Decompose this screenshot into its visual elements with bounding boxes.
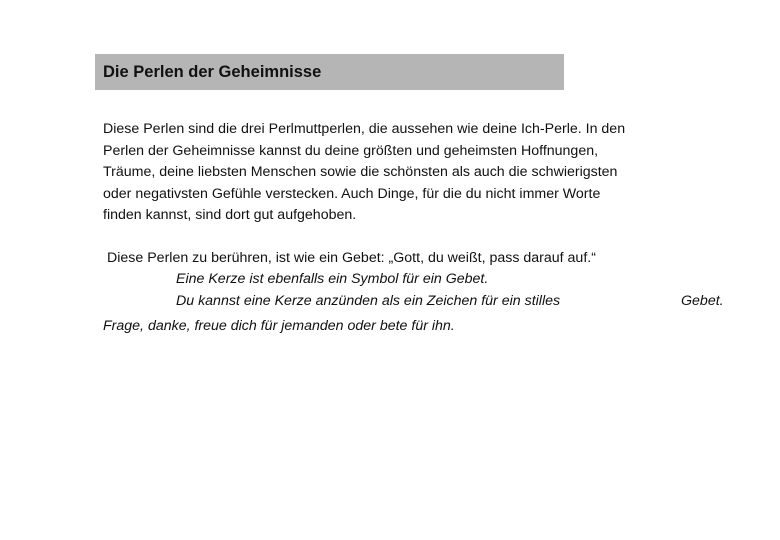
candle-light-line: Du kannst eine Kerze anzünden als ein Zeichen für ein stilles	[176, 293, 561, 309]
paragraph-line: Träume, deine liebsten Menschen sowie die schönsten als auch die schwierigsten	[103, 164, 618, 181]
candle-light-line-end: Gebet.	[681, 293, 724, 309]
paragraph-line: oder negativsten Gefühle verstecken. Auch Dinge, für die du nicht immer Worte	[103, 185, 601, 202]
paragraph-line: finden kannst, sind dort gut aufgehoben.	[103, 207, 357, 224]
prayer-actions-line: Frage, danke, freue dich für jemanden oder bete für ihn.	[103, 318, 455, 334]
prayer-line: Diese Perlen zu berühren, ist wie ein Gebet: „Gott, du weißt, pass darauf auf.“	[107, 250, 596, 266]
document-title: Die Perlen der Geheimnisse	[103, 62, 322, 81]
title-box	[95, 54, 564, 90]
paragraph-line: Perlen der Geheimnisse kannst du deine größten und geheimsten Hoffnungen,	[103, 142, 599, 159]
intro-paragraph	[103, 119, 743, 227]
candle-symbol-line: Eine Kerze ist ebenfalls ein Symbol für ein Gebet.	[176, 271, 489, 287]
paragraph-line: Diese Perlen sind die drei Perlmuttperlen, die aussehen wie deine Ich-Perle. In den	[103, 121, 626, 137]
